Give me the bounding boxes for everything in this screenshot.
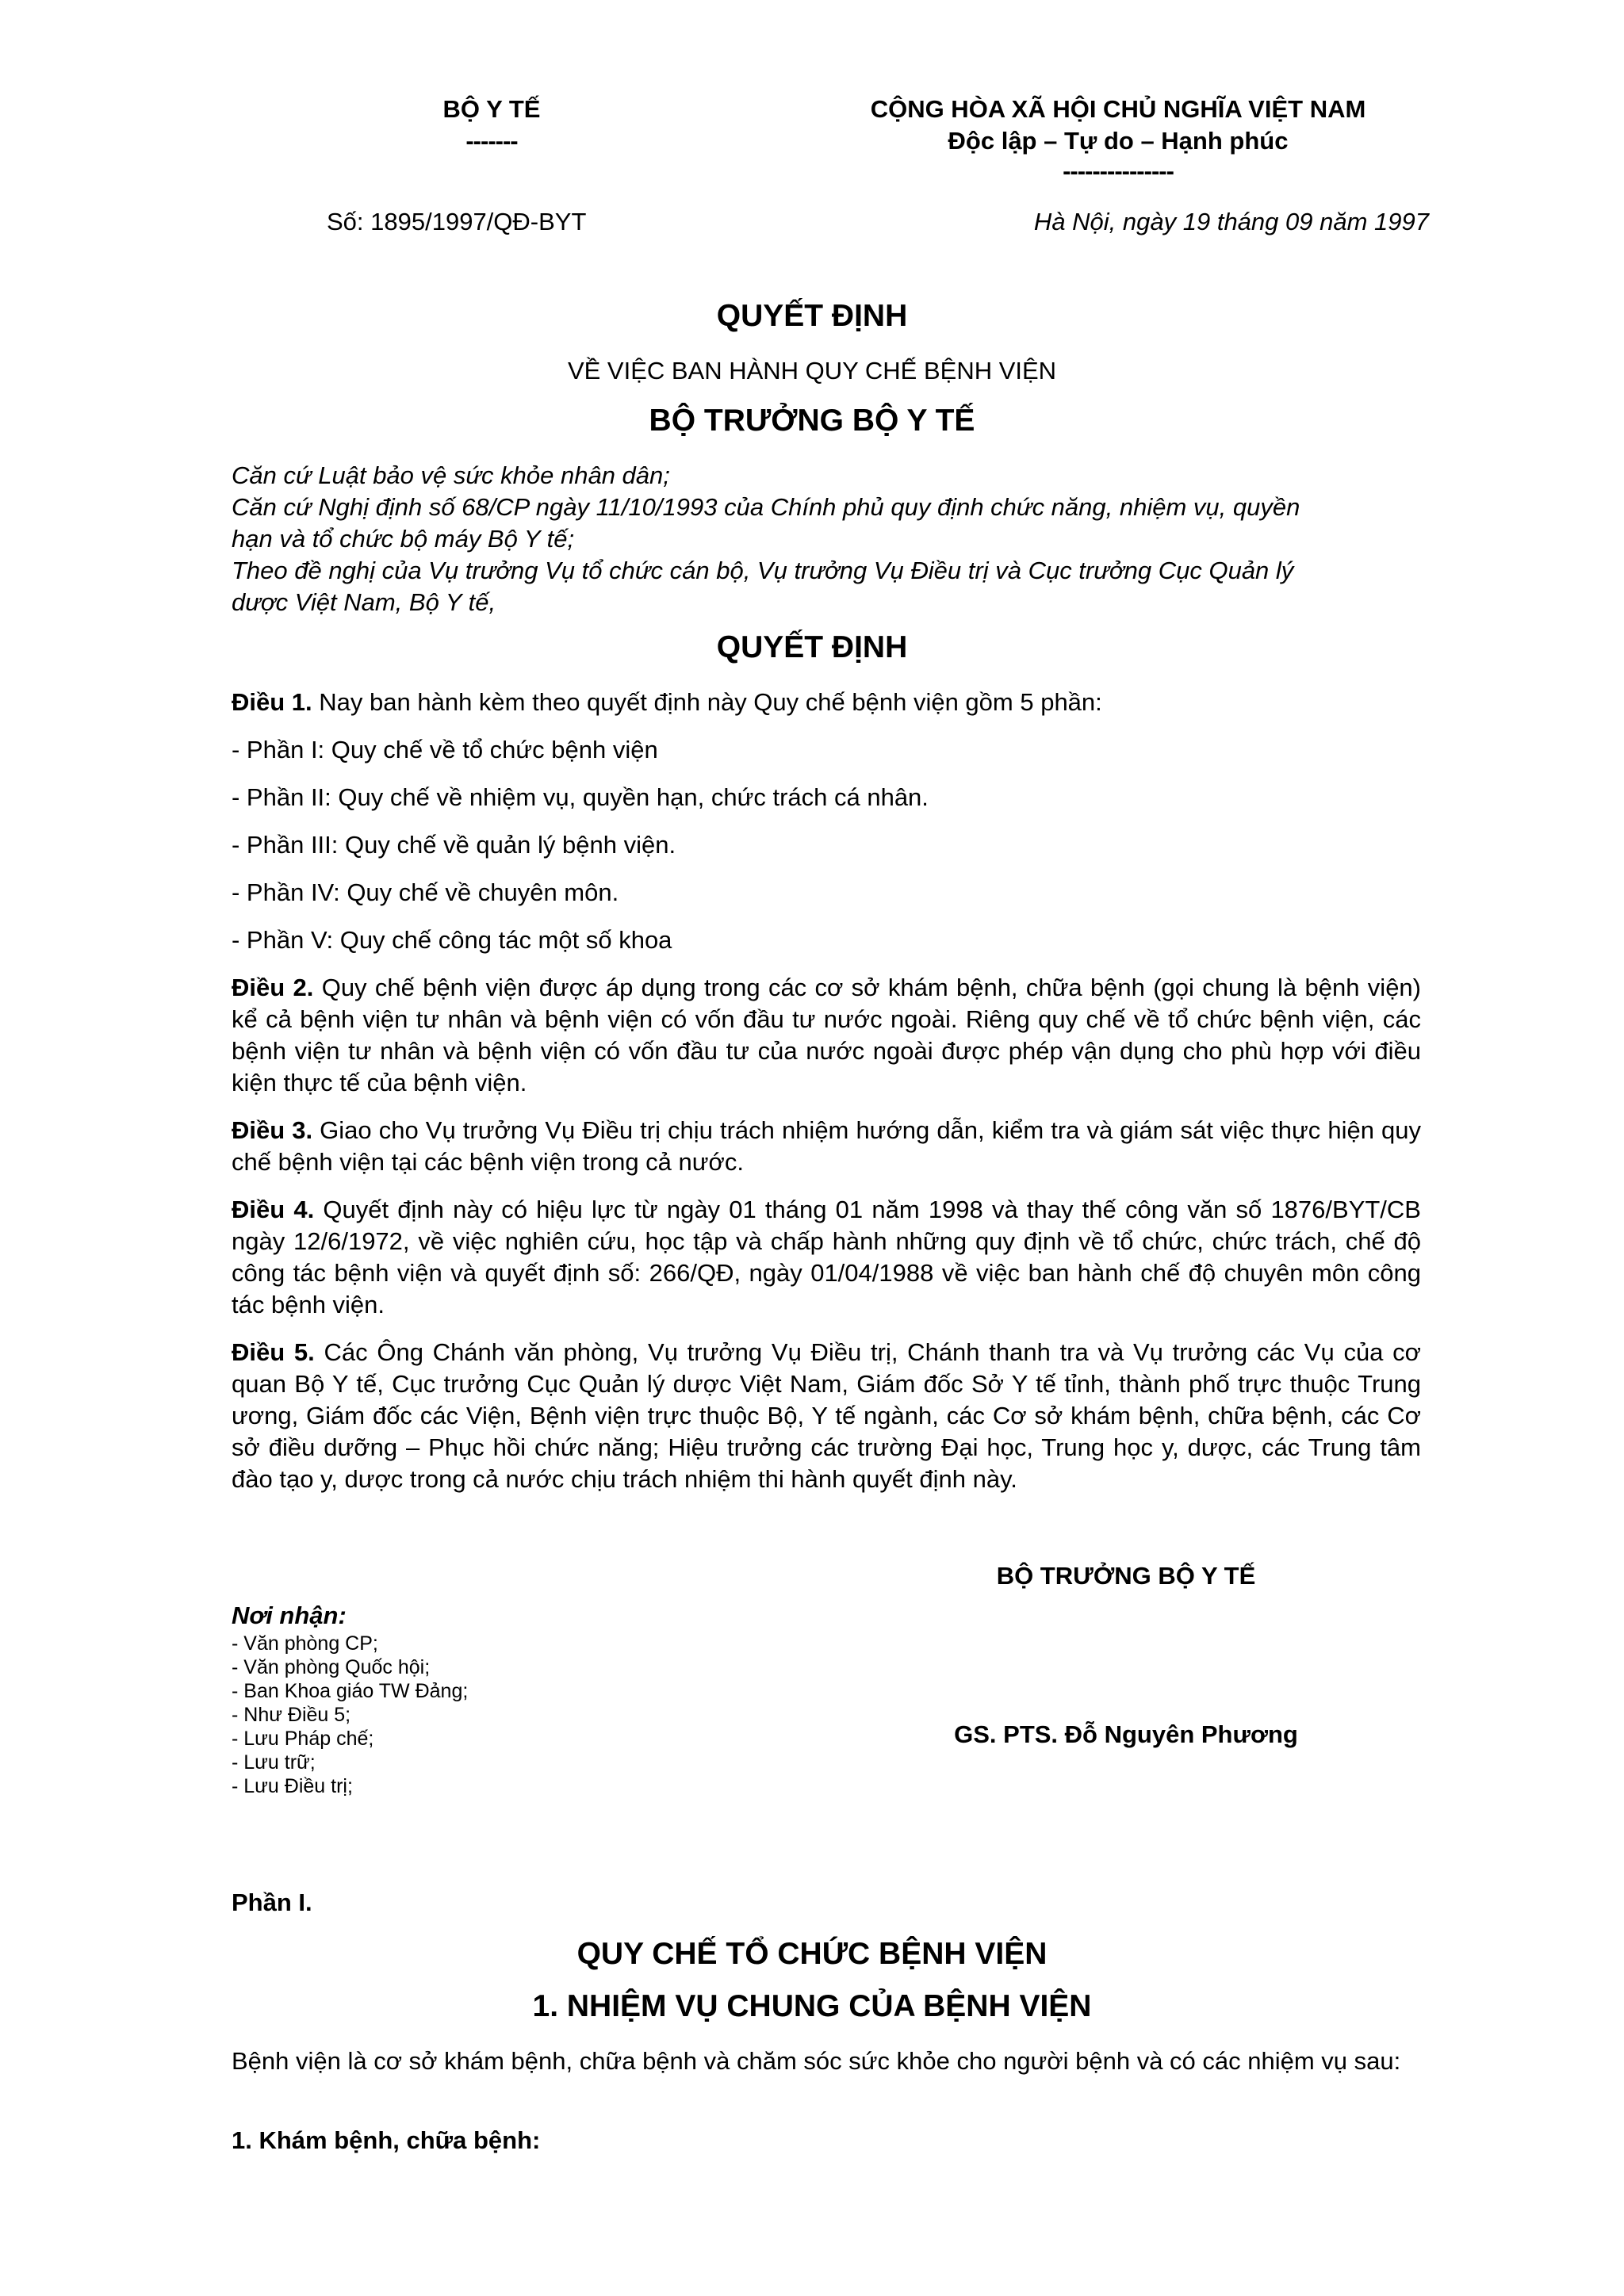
article-4-text: Quyết định này có hiệu lực từ ngày 01 tháng 01 năm 1998 và thay thế công văn số 1876/BYT/CB ngày 12/6/1972, về việc nghiên cứu, học tập và chấp hành những quy định về tổ chức, chức trách, chế độ công tác bệnh viện và quyết định số: 266/QĐ, ngày 01/04/1988 về việc ban hành chế độ chuyên môn công tác bệnh viện. [232,1196,1421,1318]
nation-name: CỘNG HÒA XÃ HỘI CHỦ NGHĨA VIỆT NAM [870,95,1366,123]
article-2 [232,972,1421,1099]
article-3-text: Giao cho Vụ trưởng Vụ Điều trị chịu trách nhiệm hướng dẫn, kiểm tra và giám sát việc thực hiện quy chế bệnh viện tại các bệnh viện trong cả nước. [232,1116,1421,1176]
recipient-item: - Như Điều 5; [232,1704,351,1726]
article-1 [232,687,1421,718]
article-4-label: Điều 4. [232,1196,315,1223]
signature-title: BỘ TRƯỞNG BỘ Y TẾ [996,1562,1256,1590]
preamble-line: hạn và tổ chức bộ máy Bộ Y tế; [232,525,575,553]
preamble-line: dược Việt Nam, Bộ Y tế, [232,588,496,616]
section-heading: 1. NHIỆM VỤ CHUNG CỦA BỆNH VIỆN [532,1989,1092,2023]
recipient-item: - Văn phòng CP; [232,1632,378,1655]
article-2-text: Quy chế bệnh viện được áp dụng trong các cơ sở khám bệnh, chữa bệnh (gọi chung là bệnh viện) kể cả bệnh viện tư nhân và bệnh viện có vốn đầu tư nước ngoài. Riêng quy chế về tổ chức bệnh viện, các bệnh viện tư nhân và bệnh viện có vốn đầu tư của nước ngoài được phép vận dụng cho phù hợp với điều kiện thực tế của bệnh viện. [232,974,1421,1096]
part-list-item: - Phần II: Quy chế về nhiệm vụ, quyền hạn, chức trách cá nhân. [232,783,929,811]
decision-heading: QUYẾT ĐỊNH [716,630,908,664]
decision-subject: VỀ VIỆC BAN HÀNH QUY CHẾ BỆNH VIỆN [567,357,1057,385]
article-5-text: Các Ông Chánh văn phòng, Vụ trưởng Vụ Điều trị, Chánh thanh tra và Vụ trưởng các Vụ của cơ quan Bộ Y tế, Cục trưởng Cục Quản lý dược Việt Nam, Giám đốc Sở Y tế tỉnh, thành phố trực thuộc Trung ương, Giám đốc các Viện, Bệnh viện trực thuộc Bộ, Y tế ngành, các Cơ sở khám bệnh, chữa bệnh, các Cơ sở điều dưỡng – Phục hồi chức năng; Hiệu trưởng các trường Đại học, Trung học y, dược, các Trung tâm đào tạo y, dược trong cả nước chịu trách nhiệm thi hành quyết định này. [232,1338,1421,1493]
preamble-line: Theo đề nghị của Vụ trưởng Vụ tổ chức cán bộ, Vụ trưởng Vụ Điều trị và Cục trưởng Cục Quản lý [232,557,1294,584]
motto: Độc lập – Tự do – Hạnh phúc [948,127,1289,155]
preamble-line: Căn cứ Luật bảo vệ sức khỏe nhân dân; [232,461,670,489]
part-label: Phần I. [232,1888,312,1916]
signature-name: GS. PTS. Đỗ Nguyên Phương [954,1720,1298,1748]
motto-rule: --------------- [1063,157,1174,185]
recipient-item: - Lưu Điều trị; [232,1775,353,1797]
part-list-item: - Phần V: Quy chế công tác một số khoa [232,926,672,954]
article-1-label: Điều 1. [232,688,312,716]
subsection-heading: 1. Khám bệnh, chữa bệnh: [232,2126,541,2154]
preamble-line: Căn cứ Nghị định số 68/CP ngày 11/10/1993 của Chính phủ quy định chức năng, nhiệm vụ, quyền [232,493,1300,521]
part-list-item: - Phần I: Quy chế về tổ chức bệnh viện [232,736,658,763]
ministry-rule: ------- [465,127,518,155]
part-title: QUY CHẾ TỔ CHỨC BỆNH VIỆN [576,1937,1048,1971]
article-4 [232,1194,1421,1321]
article-2-label: Điều 2. [232,974,314,1001]
part-list-item: - Phần IV: Quy chế về chuyên môn. [232,878,619,906]
part-list-item: - Phần III: Quy chế về quản lý bệnh viện. [232,831,676,859]
recipient-item: - Văn phòng Quốc hội; [232,1656,431,1678]
recipient-item: - Ban Khoa giáo TW Đảng; [232,1680,469,1702]
article-1-text: Nay ban hành kèm theo quyết định này Quy chế bệnh viện gồm 5 phần: [312,688,1102,716]
document-number: Số: 1895/1997/QĐ-BYT [327,208,587,235]
decision-title: QUYẾT ĐỊNH [716,299,908,333]
article-5-label: Điều 5. [232,1338,315,1366]
article-3 [232,1115,1421,1178]
ministry-name: BỘ Y TẾ [442,95,541,123]
recipients-list [232,1632,707,1798]
part-intro: Bệnh viện là cơ sở khám bệnh, chữa bệnh và chăm sóc sức khỏe cho người bệnh và có các nhiệm vụ sau: [232,2047,1401,2075]
article-3-label: Điều 3. [232,1116,313,1144]
recipients-heading: Nơi nhận: [232,1601,347,1629]
authority-title: BỘ TRƯỞNG BỘ Y TẾ [649,404,975,438]
preamble [232,460,1437,618]
recipient-item: - Lưu Pháp chế; [232,1728,374,1750]
recipient-item: - Lưu trữ; [232,1751,316,1774]
place-date: Hà Nội, ngày 19 tháng 09 năm 1997 [1033,208,1429,235]
article-5 [232,1337,1421,1495]
